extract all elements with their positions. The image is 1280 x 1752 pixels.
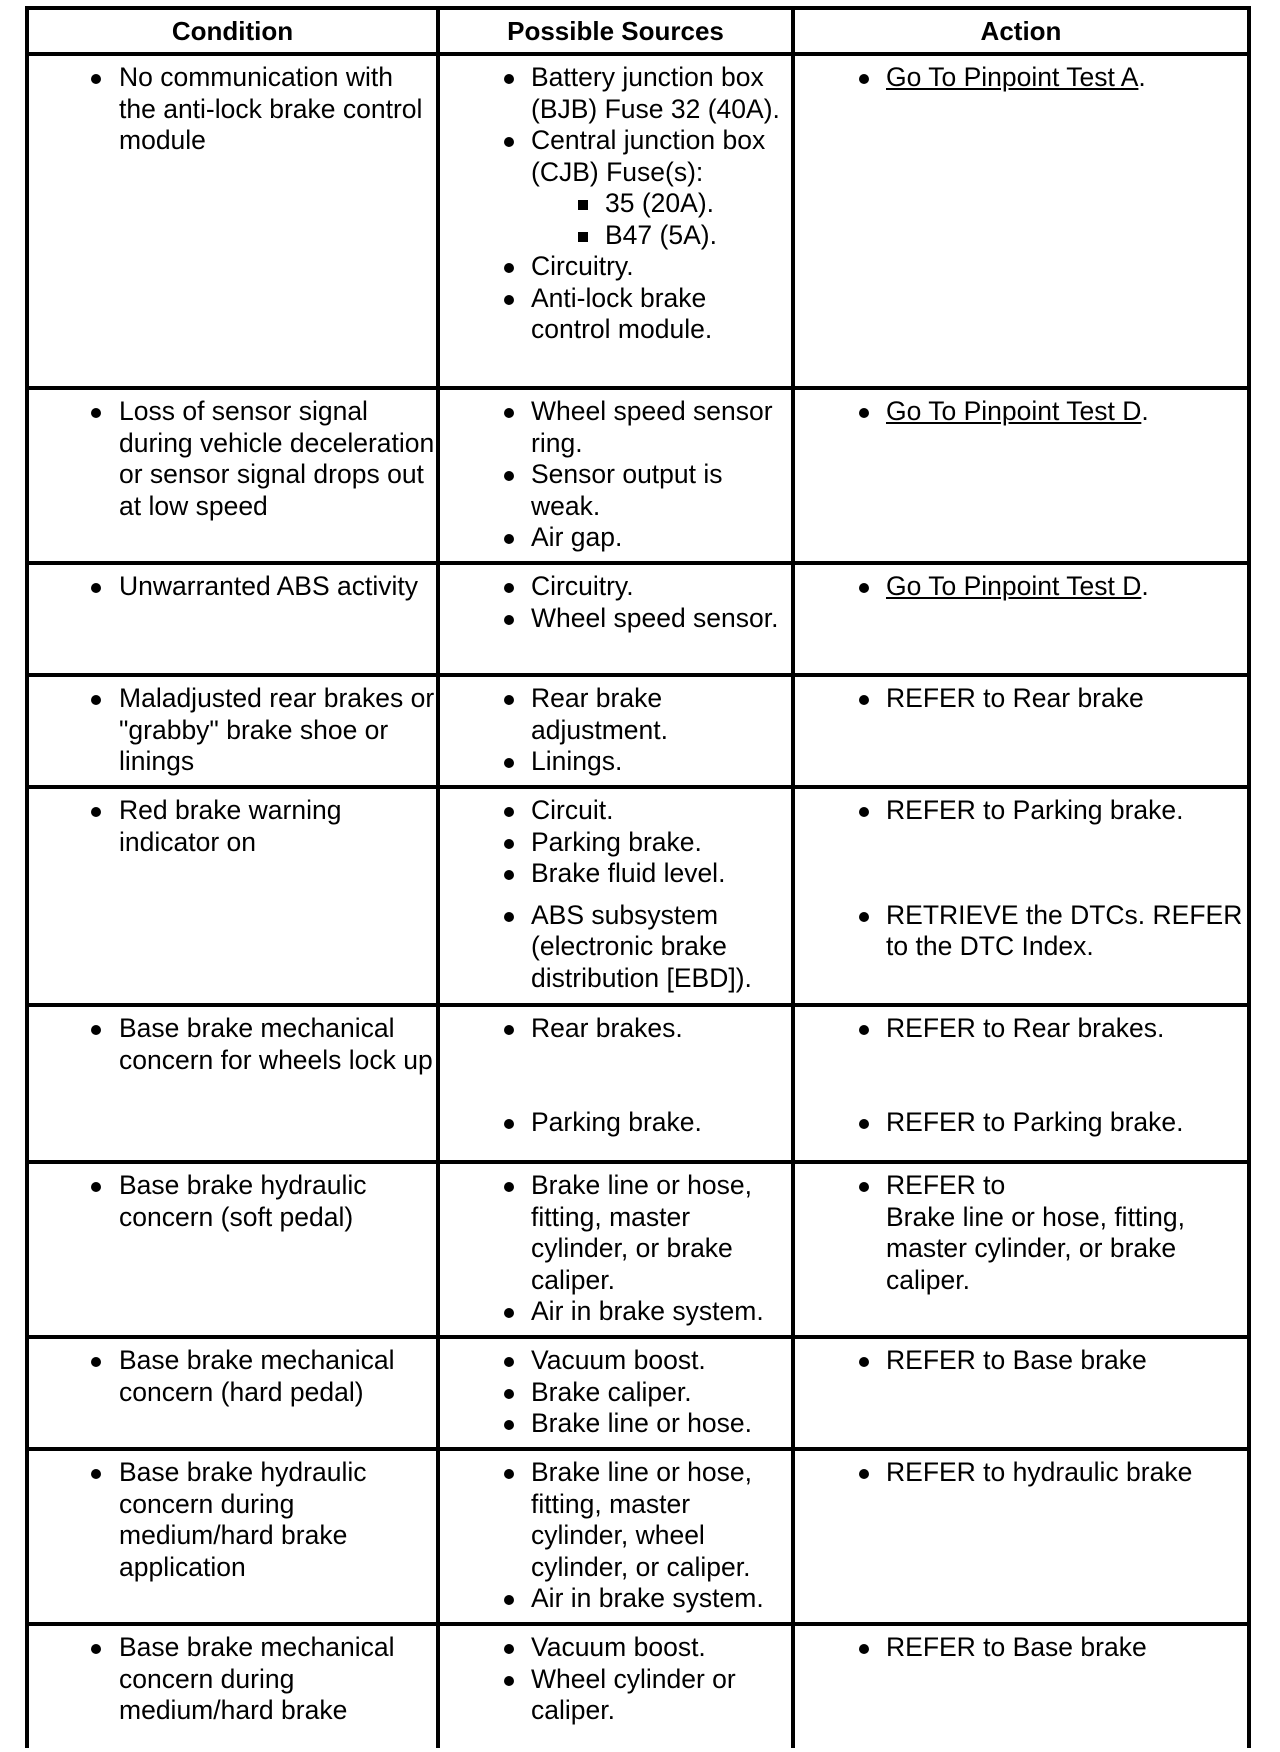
pinpoint-test-link[interactable]: Go To Pinpoint Test D (886, 571, 1142, 601)
source-item: Parking brake. (440, 827, 791, 859)
diagnostic-table (25, 6, 1251, 1748)
action-item: RETRIEVE the DTCs. REFER to the DTC Index. (795, 900, 1247, 963)
source-item: Wheel cylinder or caliper. (440, 1664, 791, 1727)
table-row (27, 675, 1249, 787)
action-item: REFER to Parking brake. (795, 795, 1247, 827)
source-item: Sensor output is weak. (440, 459, 791, 522)
condition-text: Maladjusted rear brakes or "grabby" brake shoe or linings (29, 683, 436, 778)
source-item: Circuitry. (440, 571, 791, 603)
condition-text: Red brake warning indicator on (29, 795, 436, 858)
action-item: REFER to Rear brake (795, 683, 1247, 715)
header-condition: Condition (27, 8, 438, 54)
source-item: Battery junction box (BJB) Fuse 32 (40A). (440, 62, 791, 125)
condition-text: Base brake mechanical concern (hard pedal) (29, 1345, 436, 1408)
source-item: Brake line or hose, fitting, master cylinder, or brake caliper. (440, 1170, 791, 1296)
source-item: Vacuum boost. (440, 1632, 791, 1664)
action-line: Brake line or hose, fitting, master cylinder, or brake caliper. (886, 1201, 1186, 1295)
source-item: Rear brake adjustment. (440, 683, 791, 746)
action-item: REFER to Base brake (795, 1345, 1247, 1377)
pinpoint-test-link[interactable]: Go To Pinpoint Test A (886, 62, 1139, 92)
header-sources: Possible Sources (438, 8, 793, 54)
source-item: Air gap. (440, 522, 791, 554)
source-item: Wheel speed sensor ring. (440, 396, 791, 459)
condition-text: Base brake hydraulic concern (soft pedal) (29, 1170, 436, 1233)
table-row (27, 1005, 1249, 1162)
source-item: Brake line or hose. (440, 1408, 791, 1440)
source-item: Vacuum boost. (440, 1345, 791, 1377)
action-item: REFER to Parking brake. (795, 1107, 1247, 1139)
table-row (27, 563, 1249, 675)
source-item: Brake line or hose, fitting, master cylinder, wheel cylinder, or caliper. (440, 1457, 791, 1583)
condition-text: Base brake mechanical concern for wheels lock up (29, 1013, 436, 1076)
table-row (27, 54, 1249, 388)
action-line: REFER to (886, 1170, 1006, 1200)
source-item: Wheel speed sensor. (440, 603, 791, 635)
source-item: Brake fluid level. (440, 858, 791, 890)
fuse-item: 35 (20A). (440, 188, 791, 220)
source-item: Air in brake system. (440, 1583, 791, 1615)
header-row (27, 8, 1249, 54)
source-item: Brake caliper. (440, 1377, 791, 1409)
fuse-item: B47 (5A). (440, 220, 791, 252)
source-item: Parking brake. (440, 1107, 791, 1139)
condition-text: Base brake hydraulic concern during medium/hard brake application (29, 1457, 436, 1583)
table-row (27, 1449, 1249, 1624)
table-row (27, 1337, 1249, 1449)
table-row (27, 787, 1249, 1005)
action-item (795, 1170, 1247, 1296)
pinpoint-test-link[interactable]: Go To Pinpoint Test D (886, 396, 1142, 426)
source-item: Linings. (440, 746, 791, 778)
source-item: Anti-lock brake control module. (440, 283, 791, 346)
action-item (795, 571, 1247, 603)
source-item: Rear brakes. (440, 1013, 791, 1045)
source-item: ABS subsystem (electronic brake distribution [EBD]). (440, 900, 791, 995)
action-suffix: . (1141, 571, 1149, 601)
header-action: Action (793, 8, 1249, 54)
table-row (27, 1624, 1249, 1748)
table-row (27, 388, 1249, 563)
source-item: Circuit. (440, 795, 791, 827)
source-item: Circuitry. (440, 251, 791, 283)
action-suffix: . (1141, 396, 1149, 426)
condition-text: Loss of sensor signal during vehicle deceleration or sensor signal drops out at low speed (29, 396, 436, 522)
action-item: REFER to Base brake (795, 1632, 1247, 1664)
condition-text: Base brake mechanical concern during medium/hard brake (29, 1632, 436, 1727)
action-item (795, 396, 1247, 428)
action-item (795, 62, 1247, 94)
action-suffix: . (1138, 62, 1146, 92)
action-item: REFER to hydraulic brake (795, 1457, 1247, 1489)
source-item: Air in brake system. (440, 1296, 791, 1328)
action-item: REFER to Rear brakes. (795, 1013, 1247, 1045)
table-row (27, 1162, 1249, 1337)
condition-text: Unwarranted ABS activity (29, 571, 436, 603)
condition-text: No communication with the anti-lock brake control module (29, 62, 436, 157)
source-item: Central junction box (CJB) Fuse(s): (440, 125, 791, 188)
